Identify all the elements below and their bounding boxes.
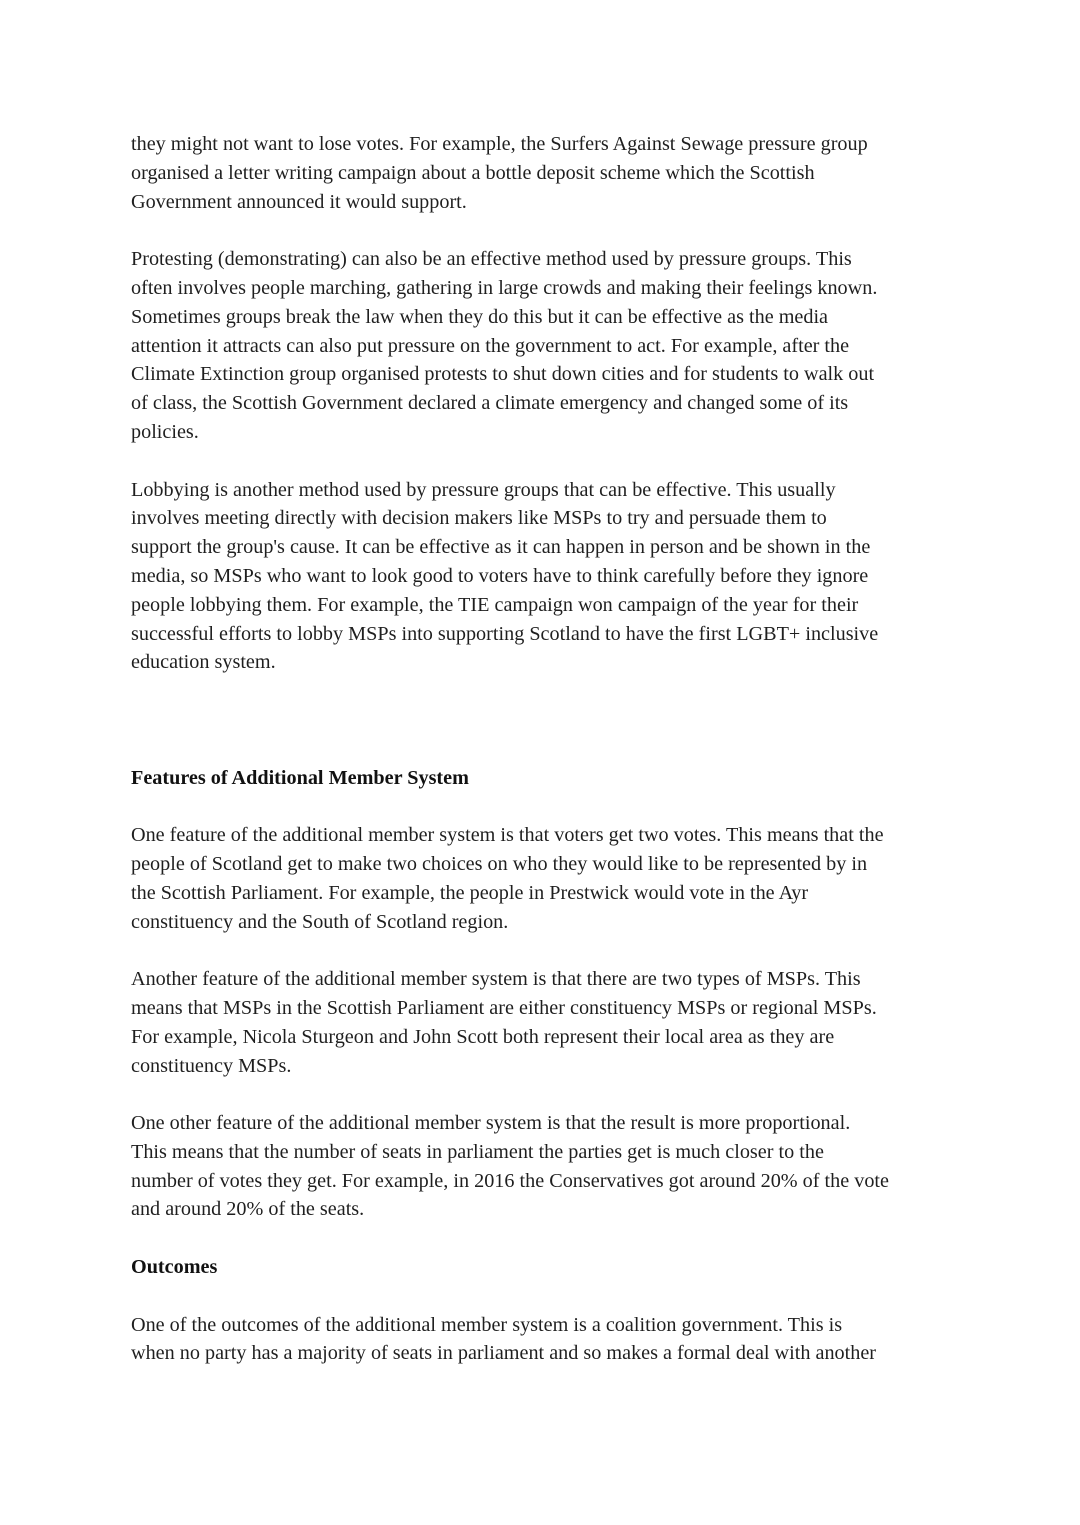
text-line: Another feature of the additional member system is that there are two types of MSPs. This [131, 968, 861, 991]
text-line: Protesting (demonstrating) can also be an effective method used by pressure groups. This [131, 248, 852, 271]
text-line: means that MSPs in the Scottish Parliament are either constituency MSPs or regional MSPs. [131, 996, 877, 1019]
paragraph-two-votes [131, 821, 961, 936]
text-line: For example, Nicola Sturgeon and John Scott both represent their local area as they are [131, 1025, 835, 1048]
text-line: constituency MSPs. [131, 1054, 292, 1077]
text-line: Lobbying is another method used by pressure groups that can be effective. This usually [131, 478, 836, 501]
heading-outcomes: Outcomes [131, 1256, 218, 1279]
text-line: constituency and the South of Scotland region. [131, 910, 509, 933]
text-line: people lobbying them. For example, the TIE campaign won campaign of the year for their [131, 593, 859, 616]
document-body [131, 130, 961, 1368]
text-line: and around 20% of the seats. [131, 1198, 365, 1221]
text-line: Government announced it would support. [131, 190, 467, 213]
text-line: One of the outcomes of the additional member system is a coalition government. This is [131, 1313, 843, 1336]
text-line: Sometimes groups break the law when they do this but it can be effective as the media [131, 305, 829, 328]
paragraph-protesting [131, 245, 961, 447]
text-line: support the group's cause. It can be effective as it can happen in person and be shown in the [131, 536, 871, 559]
text-line: policies. [131, 420, 199, 443]
text-line: the Scottish Parliament. For example, the people in Prestwick would vote in the Ayr [131, 881, 809, 904]
text-line: organised a letter writing campaign about a bottle deposit scheme which the Scottish [131, 161, 815, 184]
text-line: they might not want to lose votes. For example, the Surfers Against Sewage pressure group [131, 133, 868, 155]
text-line: successful efforts to lobby MSPs into supporting Scotland to have the first LGBT+ inclusive [131, 622, 879, 645]
text-line: of class, the Scottish Government declared a climate emergency and changed some of its [131, 392, 849, 415]
text-line: often involves people marching, gathering in large crowds and making their feelings known. [131, 276, 878, 299]
paragraph-coalition [131, 1311, 961, 1369]
heading-features: Features of Additional Member System [131, 766, 469, 789]
text-line: education system. [131, 651, 276, 674]
text-line: involves meeting directly with decision makers like MSPs to try and persuade them to [131, 507, 827, 530]
text-line: This means that the number of seats in parliament the parties get is much closer to the [131, 1140, 824, 1163]
paragraph-lobbying [131, 476, 961, 678]
text-line: when no party has a majority of seats in parliament and so makes a formal deal with another [131, 1342, 877, 1365]
text-line: Climate Extinction group organised protests to shut down cities and for students to walk out [131, 363, 875, 386]
text-line: people of Scotland get to make two choices on who they would like to be represented by in [131, 852, 868, 875]
paragraph-pressure-groups-letters [131, 130, 961, 216]
paragraph-two-types-msps [131, 965, 961, 1080]
text-line: One feature of the additional member system is that voters get two votes. This means that the [131, 824, 884, 847]
text-line: number of votes they get. For example, in 2016 the Conservatives got around 20% of the vote [131, 1169, 889, 1192]
paragraph-proportional [131, 1109, 961, 1224]
text-line: One other feature of the additional member system is that the result is more proportional. [131, 1112, 851, 1135]
text-line: attention it attracts can also put pressure on the government to act. For example, after the [131, 334, 850, 357]
text-line: media, so MSPs who want to look good to voters have to think carefully before they ignore [131, 564, 869, 587]
